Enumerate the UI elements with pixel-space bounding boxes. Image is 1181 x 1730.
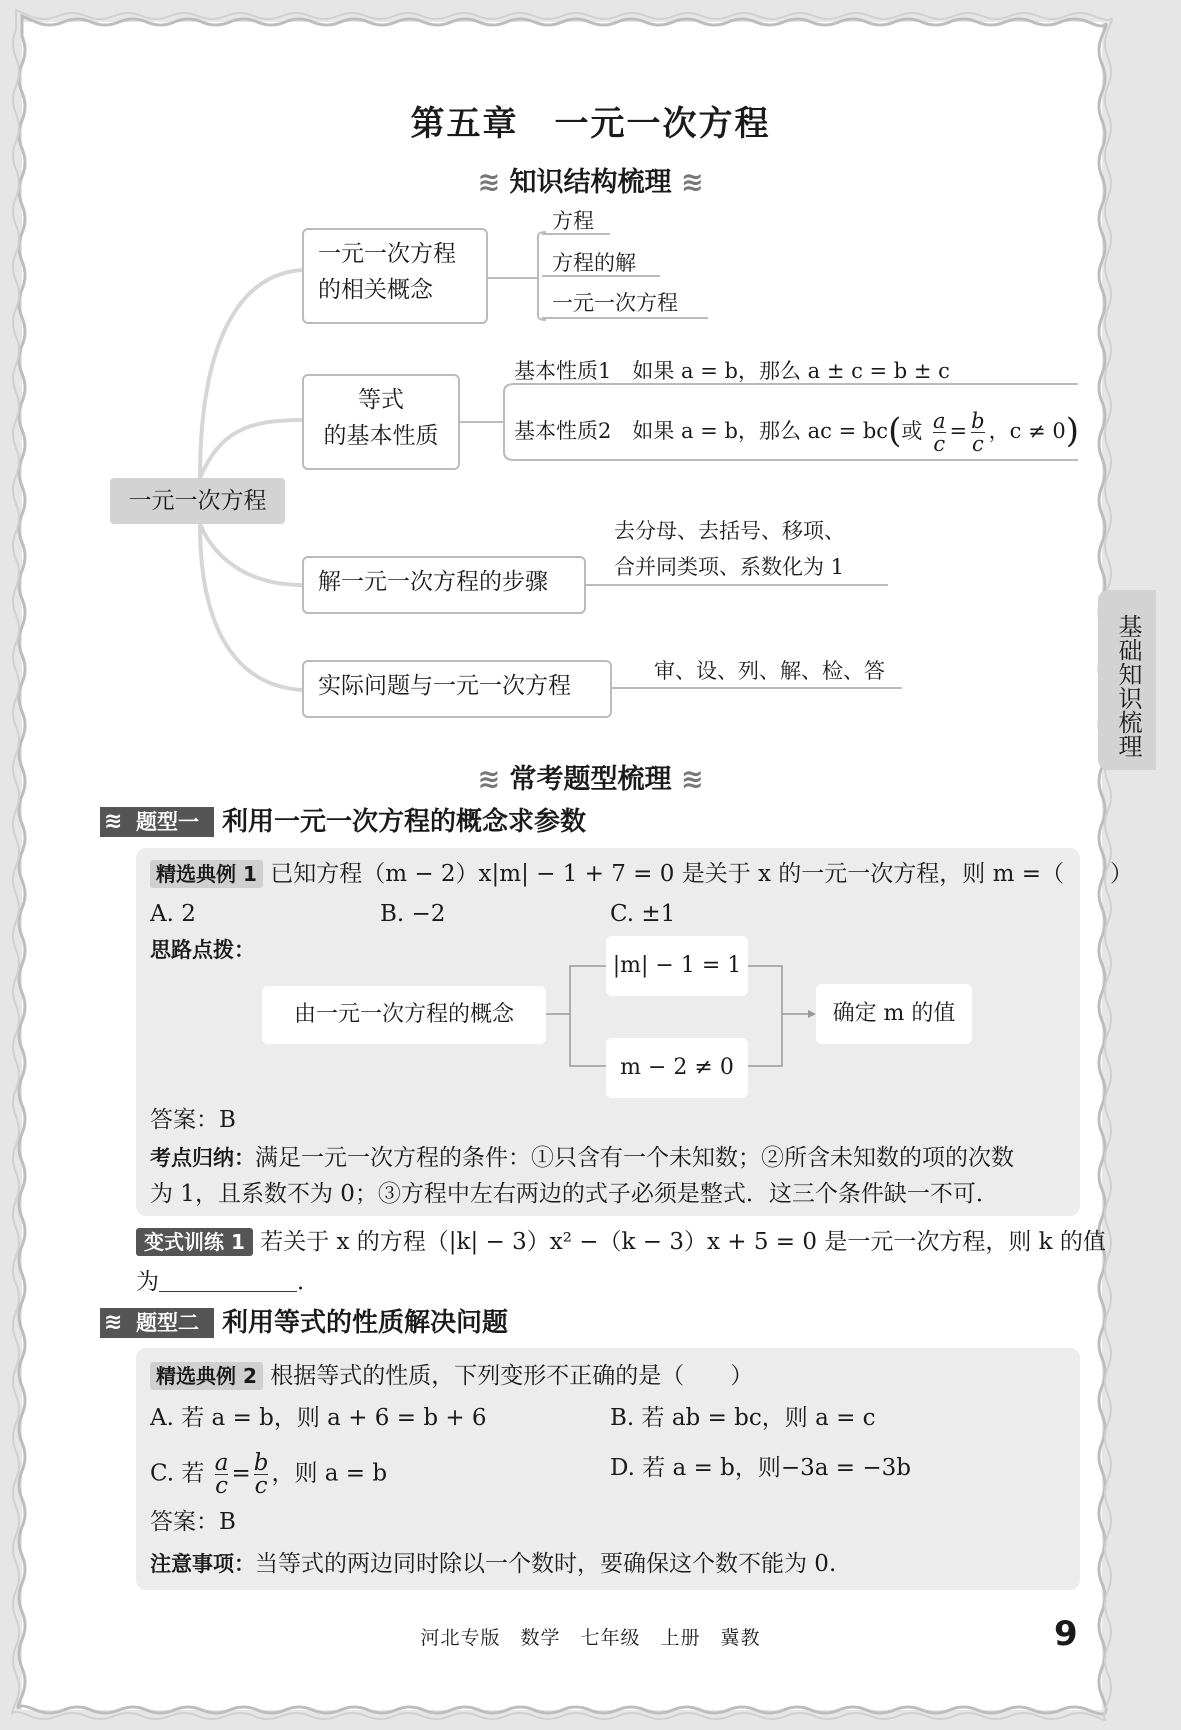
type2-question-row xyxy=(150,1360,753,1392)
note-text: 当等式的两边同时除以一个数时，要确保这个数不能为 0. xyxy=(255,1551,837,1577)
frac-denominator: c xyxy=(254,1473,268,1499)
type1-title: 利用一元一次方程的概念求参数 xyxy=(222,807,587,837)
flow-start-box: 由一元一次方程的概念 xyxy=(262,986,546,1044)
type1-badge-text: 题型一 xyxy=(136,810,199,834)
type1-question: 已知方程（m − 2）x|m| − 1 + 7 = 0 是关于 x 的一元一次方程，则 m =（ ） xyxy=(270,861,1134,887)
wave-icon: ≋ xyxy=(477,167,510,198)
frac-denominator: c xyxy=(933,432,946,456)
frac-numerator: a xyxy=(933,409,946,433)
branch-label-line: 一元一次方程 xyxy=(318,241,456,267)
summary-text: 满足一元一次方程的条件：①只含有一个未知数；②所含未知数的项的次数 xyxy=(255,1145,1014,1171)
flow-end-box: 确定 m 的值 xyxy=(816,984,972,1044)
section-title-text: 知识结构梳理 xyxy=(509,167,672,198)
type1-example-panel xyxy=(136,848,1134,1216)
practice-question: 若关于 x 的方程（|k| − 3）x² −（k − 3）x + 5 = 0 是一元一次方程，则 k 的值 xyxy=(260,1229,1106,1255)
property-2-main: 基本性质2 如果 a = b，那么 ac = bc xyxy=(514,419,889,443)
wave-icon: ≋ xyxy=(104,809,123,834)
mindmap-root: 一元一次方程 xyxy=(110,478,285,524)
footer-text: 河北专版 数学 七年级 上册 冀教 xyxy=(420,1627,761,1649)
practice-label: 变式训练 1 xyxy=(136,1228,253,1256)
option-c-prefix: C. 若 xyxy=(150,1460,205,1487)
branch-label-line: 的基本性质 xyxy=(323,423,439,449)
type2-badge-text: 题型二 xyxy=(136,1311,199,1335)
flow-upper-box: |m| − 1 = 1 xyxy=(606,936,748,996)
option-b: B. −2 xyxy=(380,901,446,927)
option-c-suffix: ，则 a = b xyxy=(271,1460,388,1487)
option-c: C. ±1 xyxy=(610,901,676,927)
example-label: 精选典例 2 xyxy=(150,1362,263,1390)
property-2: 基本性质2 如果 a = b，那么 ac = bc(或 $\frac{a}{c}$ = $\frac{b}{c}$ ，c ≠ 0) xyxy=(514,409,1079,456)
property-1: 基本性质1 如果 a = b，那么 a ± c = b ± c xyxy=(514,359,950,383)
practice-row xyxy=(136,1226,1106,1258)
mindmap-branch-concepts xyxy=(302,228,488,324)
wave-icon: ≋ xyxy=(671,167,704,198)
type2-badge xyxy=(100,1308,214,1338)
type2-option-a: A. 若 a = b，则 a + 6 = b + 6 xyxy=(150,1405,487,1431)
applications-steps: 审、设、列、解、检、答 xyxy=(654,659,885,683)
branch-label-line: 等式 xyxy=(358,387,404,413)
section-title-text: 常考题型梳理 xyxy=(509,764,672,795)
frac-numerator: b xyxy=(253,1450,269,1476)
frac-equals: = xyxy=(231,1460,251,1487)
mindmap-branch-applications: 实际问题与一元一次方程 xyxy=(302,660,612,718)
frac-equals: = xyxy=(949,419,968,443)
option-a: A. 2 xyxy=(150,901,196,927)
flow-lower-box: m − 2 ≠ 0 xyxy=(606,1038,748,1098)
frac-numerator: b xyxy=(971,409,985,433)
example-label: 精选典例 1 xyxy=(150,860,263,888)
type2-option-b: B. 若 ab = bc，则 a = c xyxy=(610,1405,876,1431)
steps-line-1: 去分母、去括号、移项、 xyxy=(614,519,845,543)
frac-numerator: a xyxy=(214,1450,229,1476)
property-2-condition: ，c ≠ 0 xyxy=(988,419,1066,443)
chapter-title: 第五章 一元一次方程 xyxy=(410,104,771,144)
type2-option-c xyxy=(150,1452,387,1497)
type2-title: 利用等式的性质解决问题 xyxy=(222,1308,509,1338)
leaf-linear-equation: 一元一次方程 xyxy=(552,291,678,315)
type1-summary-line1 xyxy=(150,1142,1014,1174)
leaf-solution: 方程的解 xyxy=(552,251,636,275)
type2-answer: 答案：B xyxy=(150,1509,236,1535)
mindmap-branch-steps: 解一元一次方程的步骤 xyxy=(302,556,586,614)
type2-question: 根据等式的性质，下列变形不正确的是（ ） xyxy=(270,1363,754,1389)
type1-summary-line2: 为 1，且系数不为 0；③方程中左右两边的式子必须是整式．这三个条件缺一不可． xyxy=(150,1181,999,1207)
wave-icon: ≋ xyxy=(477,764,510,795)
page-number: 9 xyxy=(1054,1614,1078,1654)
branch-label-line: 的相关概念 xyxy=(318,277,433,303)
practice-question-line2: 为＿＿＿＿＿＿． xyxy=(136,1269,320,1295)
leaf-equation: 方程 xyxy=(552,209,594,233)
note-label: 注意事项： xyxy=(150,1552,255,1576)
frac-denominator: c xyxy=(215,1473,229,1499)
type2-note xyxy=(150,1548,836,1580)
type2-example-panel xyxy=(136,1348,1080,1590)
hint-label: 思路点拨： xyxy=(150,938,255,962)
type1-badge xyxy=(100,807,214,837)
summary-label: 考点归纳： xyxy=(150,1146,255,1170)
wave-icon: ≋ xyxy=(671,764,704,795)
property-2-or: 或 xyxy=(901,419,923,443)
type1-answer: 答案：B xyxy=(150,1107,236,1133)
type2-option-d: D. 若 a = b，则−3a = −3b xyxy=(610,1455,912,1481)
section-title-types xyxy=(0,757,1181,796)
wave-icon: ≋ xyxy=(104,1310,123,1335)
side-tab-label: 基础知识梳理 xyxy=(1098,590,1156,770)
frac-denominator: c xyxy=(972,432,984,456)
mindmap-branch-properties xyxy=(302,374,460,470)
steps-line-2: 合并同类项、系数化为 1 xyxy=(614,555,845,579)
